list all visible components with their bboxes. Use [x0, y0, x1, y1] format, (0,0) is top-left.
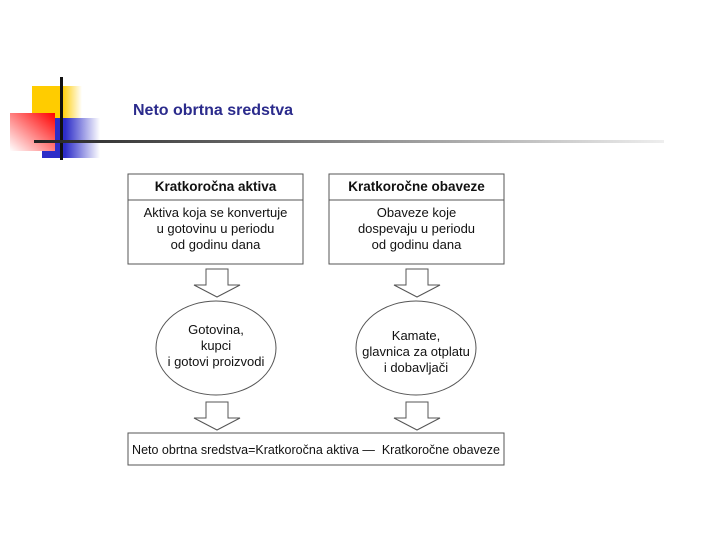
- right-box-header: Kratkoročne obaveze: [348, 179, 485, 194]
- arrow-down-icon: [194, 269, 240, 297]
- logo-decoration: [10, 77, 664, 160]
- text-line: Kamate,: [391, 328, 441, 343]
- arrow-down-icon: [194, 402, 240, 430]
- text-line: i dobavljači: [383, 360, 449, 375]
- text-line: kupci: [200, 338, 232, 353]
- left-ellipse-text: [146, 322, 286, 370]
- text-line: Aktiva koja se konvertuje: [143, 205, 288, 220]
- left-box-text: [128, 205, 303, 253]
- left-box-header: Kratkoročna aktiva: [154, 179, 277, 194]
- text-line: od godinu dana: [371, 237, 462, 252]
- text-line: u gotovinu u periodu: [156, 221, 275, 236]
- text-line: dospevaju u periodu: [357, 221, 476, 236]
- text-line: Gotovina,: [188, 322, 244, 337]
- arrow-down-icon: [394, 402, 440, 430]
- slide-title: Neto obrtna sredstva: [133, 102, 294, 119]
- text-line: i gotovi proizvodi: [167, 354, 265, 369]
- right-box-text: [329, 205, 504, 253]
- formula-text: Neto obrtna sredstva=Kratkoročna aktiva — Kratkoročne obaveze: [132, 443, 500, 457]
- right-ellipse-text: [346, 328, 486, 376]
- text-line: Obaveze koje: [376, 205, 457, 220]
- arrow-down-icon: [394, 269, 440, 297]
- text-line: glavnica za otplatu: [362, 344, 470, 359]
- text-line: od godinu dana: [170, 237, 261, 252]
